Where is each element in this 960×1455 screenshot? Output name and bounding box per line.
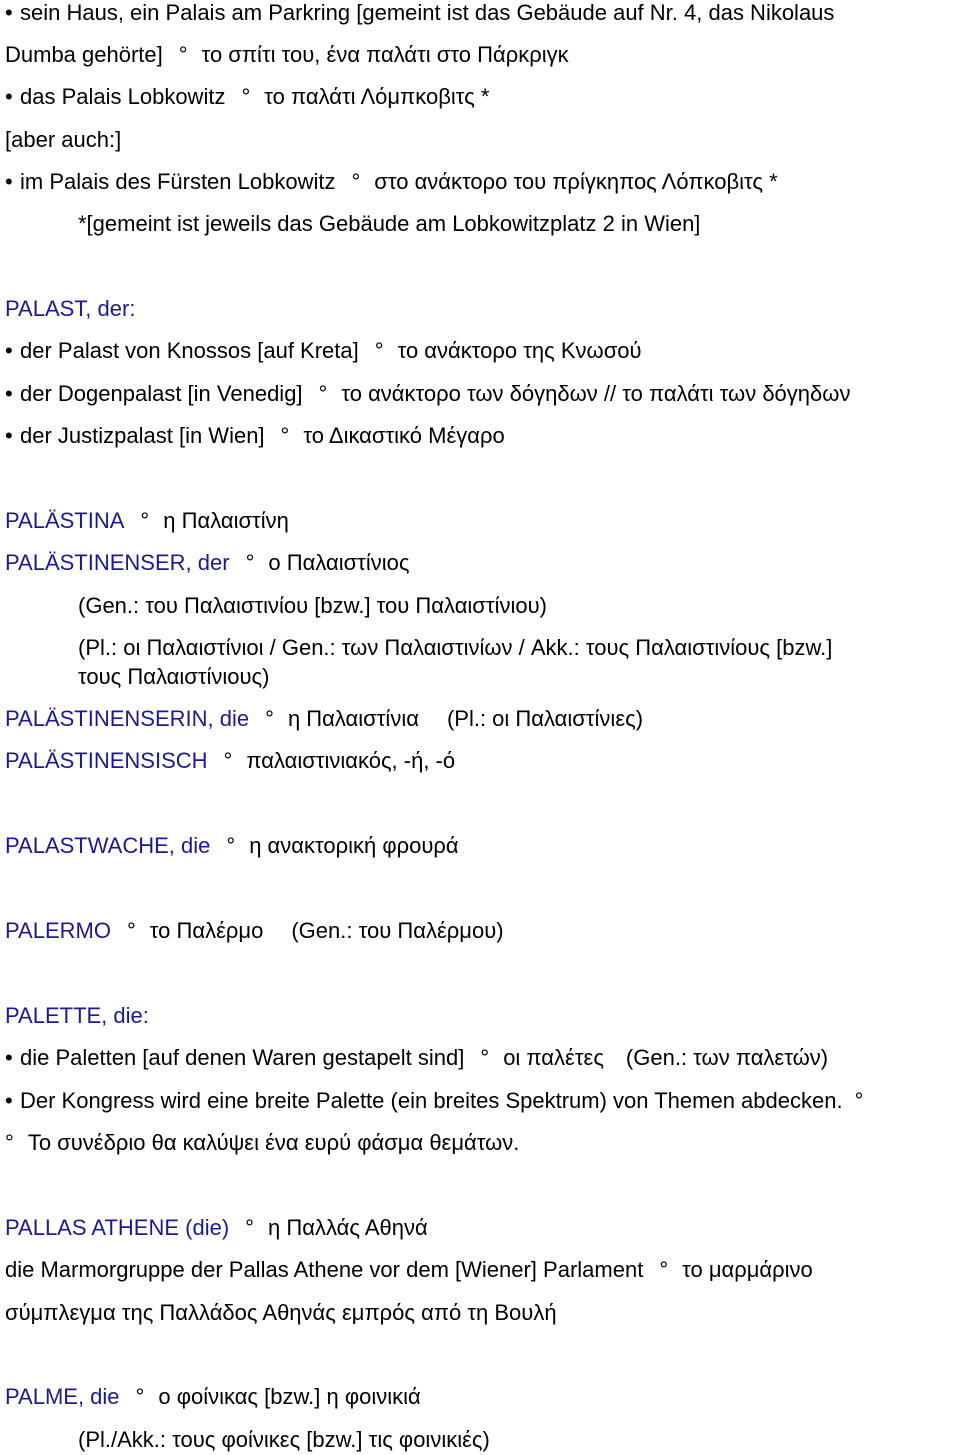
headword: PALÄSTINA: [5, 508, 125, 533]
headword-line: PALLAS ATHENE (die) ° η Παλλάς Αθηνά: [5, 1215, 428, 1240]
entry-line: (Gen.: του Παλαιστινίου [bzw.] του Παλαιστίνιου): [78, 593, 547, 618]
entry-line: • die Paletten [auf denen Waren gestapelt sind] ° οι παλέτες (Gen.: των παλετών): [5, 1045, 829, 1070]
bullet-icon: •: [5, 84, 13, 109]
bullet-icon: •: [5, 1088, 13, 1113]
headword: PALERMO: [5, 918, 111, 943]
degree-separator-icon: °: [226, 833, 236, 858]
entry-line: τους Παλαιστίνιους): [78, 664, 270, 689]
entry-line: • sein Haus, ein Palais am Parkring [gemeint ist das Gebäude auf Nr. 4, das Nikolaus: [5, 0, 835, 25]
headword-line: [5, 1003, 149, 1029]
bullet-icon: •: [5, 0, 13, 25]
degree-separator-icon: °: [241, 84, 251, 109]
entry-line: • das Palais Lobkowitz ° το παλάτι Λόμπκοβιτς *: [5, 84, 490, 109]
entry-line: σύμπλεγμα της Παλλάδος Αθηνάς εμπρός από τη Βουλή: [5, 1300, 557, 1325]
degree-separator-icon: °: [223, 748, 233, 773]
entry-line: • der Palast von Knossos [auf Kreta] ° το ανάκτορο της Κνωσού: [5, 338, 642, 363]
entry-line: *[gemeint ist jeweils das Gebäude am Lobkowitzplatz 2 in Wien]: [78, 211, 701, 236]
degree-separator-icon: °: [854, 1088, 864, 1113]
entry-line: • Der Kongress wird eine breite Palette (ein breites Spektrum) von Themen abdecken. °: [5, 1088, 864, 1113]
entry-line: (Pl./Akk.: τους φοίνικες [bzw.] τις φοινικιές): [78, 1427, 490, 1452]
degree-separator-icon: °: [245, 1215, 254, 1240]
entry-line: • im Palais des Fürsten Lobkowitz ° στο ανάκτορο του πρίγκηπος Λόπκοβιτς *: [5, 169, 778, 194]
degree-separator-icon: °: [280, 423, 290, 448]
bullet-icon: •: [5, 338, 13, 363]
headword: PALÄSTINENSERIN, die: [5, 706, 250, 731]
degree-separator-icon: °: [351, 169, 361, 194]
degree-separator-icon: °: [5, 1130, 14, 1155]
bullet-icon: •: [5, 423, 13, 448]
degree-separator-icon: °: [178, 42, 188, 67]
degree-separator-icon: °: [126, 918, 136, 943]
entry-line: [aber auch:]: [5, 127, 122, 152]
headword-line: PALÄSTINENSISCH ° παλαιστινιακός, -ή, -ό: [5, 748, 456, 773]
headword: PALME, die: [5, 1384, 120, 1409]
entry-line: • der Dogenpalast [in Venedig] ° το ανάκτορο των δόγηδων // το παλάτι των δόγηδων: [5, 381, 851, 406]
headword-line: PALASTWACHE, die ° η ανακτορική φρουρά: [5, 833, 459, 858]
headword-line: PALÄSTINENSERIN, die ° η Παλαιστίνια (Pl.: οι Παλαιστίνιες): [5, 706, 644, 731]
headword-line: PALERMO ° το Παλέρμο (Gen.: του Παλέρμου): [5, 918, 504, 943]
headword: PALÄSTINENSER, der: [5, 550, 230, 575]
entry-line: Dumba gehörte] ° το σπίτι του, ένα παλάτι στο Πάρκριγκ: [5, 42, 569, 67]
entry-line: die Marmorgruppe der Pallas Athene vor dem [Wiener] Parlament ° το μαρμάρινο: [5, 1257, 813, 1282]
degree-separator-icon: °: [265, 706, 274, 731]
entry-line: • der Justizpalast [in Wien] ° το Δικαστικό Μέγαρο: [5, 423, 505, 448]
bullet-icon: •: [5, 381, 13, 406]
degree-separator-icon: °: [374, 338, 384, 363]
headword-line: [5, 296, 135, 322]
degree-separator-icon: °: [318, 381, 328, 406]
headword-line: PALÄSTINA ° η Παλαιστίνη: [5, 508, 289, 533]
headword: PALLAS ATHENE (die): [5, 1215, 230, 1240]
degree-separator-icon: °: [659, 1257, 669, 1282]
headword: PALASTWACHE, die: [5, 833, 211, 858]
degree-separator-icon: °: [135, 1384, 145, 1409]
headword: PALÄSTINENSISCH: [5, 748, 208, 773]
headword: PALETTE, die:: [5, 1003, 149, 1028]
headword-line: PALME, die ° ο φοίνικας [bzw.] η φοινικιά: [5, 1384, 421, 1409]
entry-line: (Pl.: οι Παλαιστίνιοι / Gen.: των Παλαιστινίων / Akk.: τους Παλαιστινίους [bzw.]: [78, 635, 833, 660]
entry-line: ° Το συνέδριο θα καλύψει ένα ευρύ φάσμα θεμάτων.: [5, 1130, 520, 1155]
headword: PALAST, der:: [5, 296, 136, 321]
degree-separator-icon: °: [140, 508, 150, 533]
degree-separator-icon: °: [480, 1045, 490, 1070]
degree-separator-icon: °: [245, 550, 255, 575]
bullet-icon: •: [5, 169, 13, 194]
bullet-icon: •: [5, 1045, 13, 1070]
headword-line: PALÄSTINENSER, der ° ο Παλαιστίνιος: [5, 550, 410, 575]
